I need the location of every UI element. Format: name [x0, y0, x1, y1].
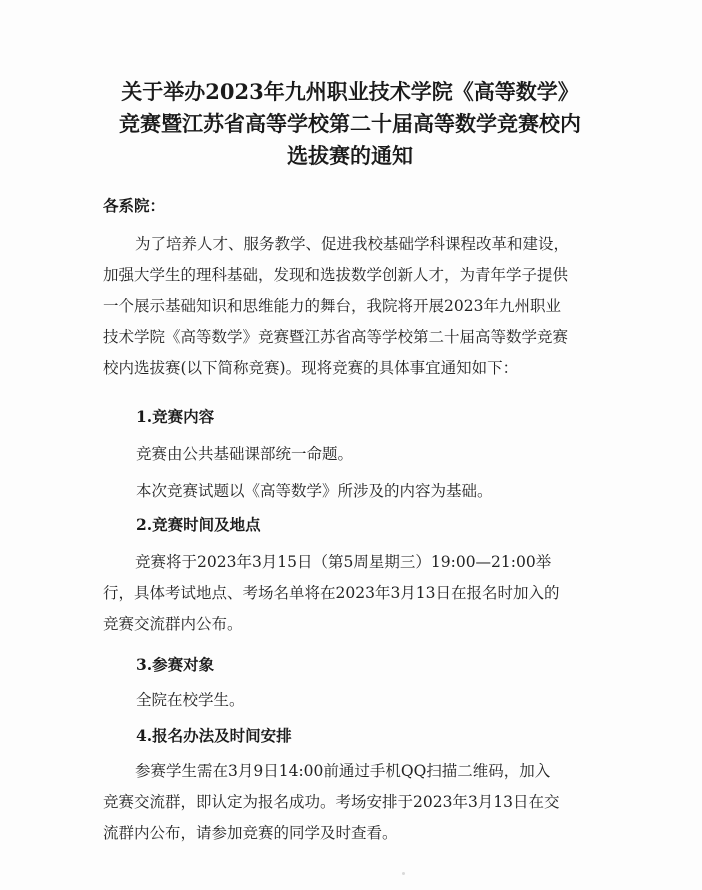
section-4-line-2: 竞赛交流群，即认定为报名成功。考场安排于2023年3月13日在交 [103, 793, 560, 811]
section-4-heading: 4.报名办法及时间安排 [136, 726, 292, 745]
section-2-paragraph [103, 547, 583, 640]
section-3-line-1: 全院在校学生。 [136, 691, 245, 709]
intro-line-5: 校内选拔赛(以下简称竞赛)。现将竞赛的具体事宜通知如下： [103, 359, 519, 377]
intro-line-1: 为了培养人才、服务教学、促进我校基础学科课程改革和建设， [135, 235, 570, 253]
title-line-1: 关于举办2023年九州职业技术学院《高等数学》 [121, 79, 579, 104]
section-4-paragraph [103, 756, 583, 849]
title-line-2: 竞赛暨江苏省高等学校第二十届高等数学竞赛校内 [119, 111, 581, 136]
section-2-line-1: 竞赛将于2023年3月15日（第5周星期三）19:00—21:00举 [135, 553, 552, 571]
notice-title [80, 76, 620, 172]
section-1-line-1: 竞赛由公共基础课部统一命题。 [136, 445, 354, 463]
section-2-line-2: 行，具体考试地点、考场名单将在2023年3月13日在报名时加入的 [103, 584, 560, 602]
title-line-3: 选拔赛的通知 [287, 143, 413, 168]
scan-speck [402, 872, 405, 875]
intro-line-2: 加强大学生的理科基础，发现和选拔数学创新人才，为青年学子提供 [103, 266, 569, 284]
section-4-line-1: 参赛学生需在3月9日14:00前通过手机QQ扫描二维码，加入 [135, 762, 551, 780]
section-4-line-3: 流群内公布，请参加竞赛的同学及时查看。 [103, 824, 398, 842]
section-2-heading: 2.竞赛时间及地点 [136, 515, 261, 534]
intro-line-4: 技术学院《高等数学》竞赛暨江苏省高等学校第二十届高等数学竞赛 [103, 328, 569, 346]
section-3-heading: 3.参赛对象 [136, 655, 215, 674]
section-1-line-2: 本次竞赛试题以《高等数学》所涉及的内容为基础。 [136, 482, 493, 500]
salutation: 各系院： [103, 196, 166, 215]
section-2-line-3: 竞赛交流群内公布。 [103, 615, 243, 633]
section-1-heading: 1.竞赛内容 [136, 407, 215, 426]
intro-paragraph [103, 229, 583, 384]
intro-line-3: 一个展示基础知识和思维能力的舞台，我院将开展2023年九州职业 [103, 297, 561, 315]
